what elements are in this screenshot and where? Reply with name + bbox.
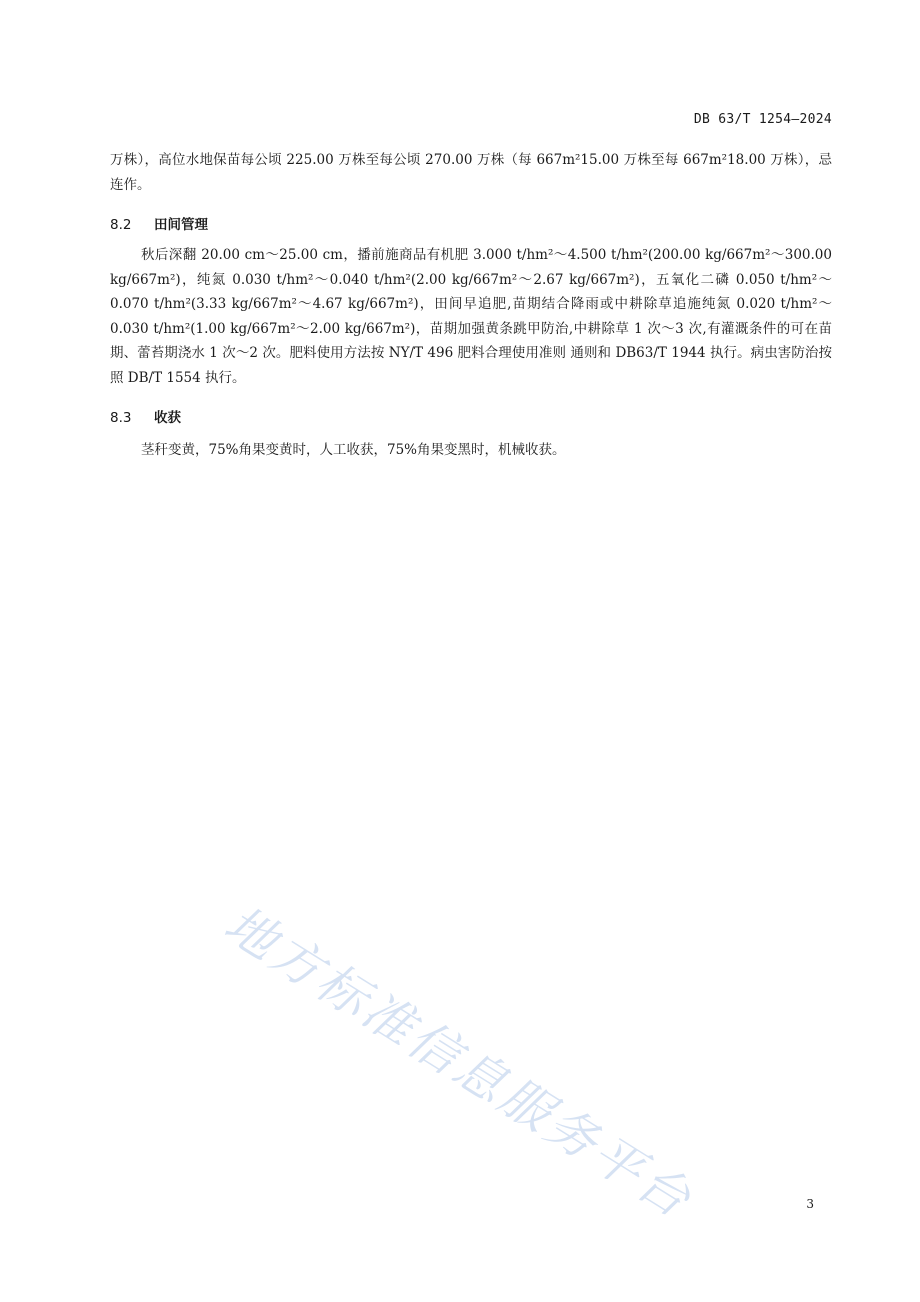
- section-number: 8.2: [110, 217, 132, 233]
- section-body-8-2: 秋后深翻 20.00 cm～25.00 cm，播前施商品有机肥 3.000 t/hm²～4.500 t/hm²(200.00 kg/667m²～300.00 kg/667m²)，纯氮 0.030 t/hm²～0.040 t/hm²(2.00 kg/667m²～2.67 kg/667m²)，五氧化二磷 0.050 t/hm²～0.070 t/hm²(3.33 kg/667m²～4.67 kg/667m²)，田间早追肥,苗期结合降雨或中耕除草追施纯氮 0.020 t/hm²～0.030 t/hm²(1.00 kg/667m²～2.00 kg/667m²)，苗期加强黄条跳甲防治,中耕除草 1 次～3 次,有灌溉条件的可在苗期、蕾苔期浇水 1 次～2 次。肥料使用方法按 NY/T 496 肥料合理使用准则 通则和 DB63/T 1944 执行。病虫害防治按照 DB/T 1554 执行。: [110, 247, 832, 386]
- section-heading-8-2: [110, 213, 208, 233]
- continued-paragraph: 万株），高位水地保苗每公顷 225.00 万株至每公顷 270.00 万株（每 667m²15.00 万株至每 667m²18.00 万株），忌连作。: [110, 152, 832, 193]
- section-number: 8.3: [110, 410, 132, 426]
- section-body-8-3: 茎秆变黄，75%角果变黄时，人工收获，75%角果变黑时，机械收获。: [141, 442, 566, 458]
- page-number: 3: [806, 1197, 814, 1211]
- section-title: 田间管理: [154, 217, 208, 233]
- watermark: 地方标准信息服务平台: [214, 894, 704, 1231]
- section-title: 收获: [154, 410, 181, 426]
- section-heading-8-3: [110, 406, 181, 426]
- document-id-header: DB 63/T 1254—2024: [693, 112, 832, 127]
